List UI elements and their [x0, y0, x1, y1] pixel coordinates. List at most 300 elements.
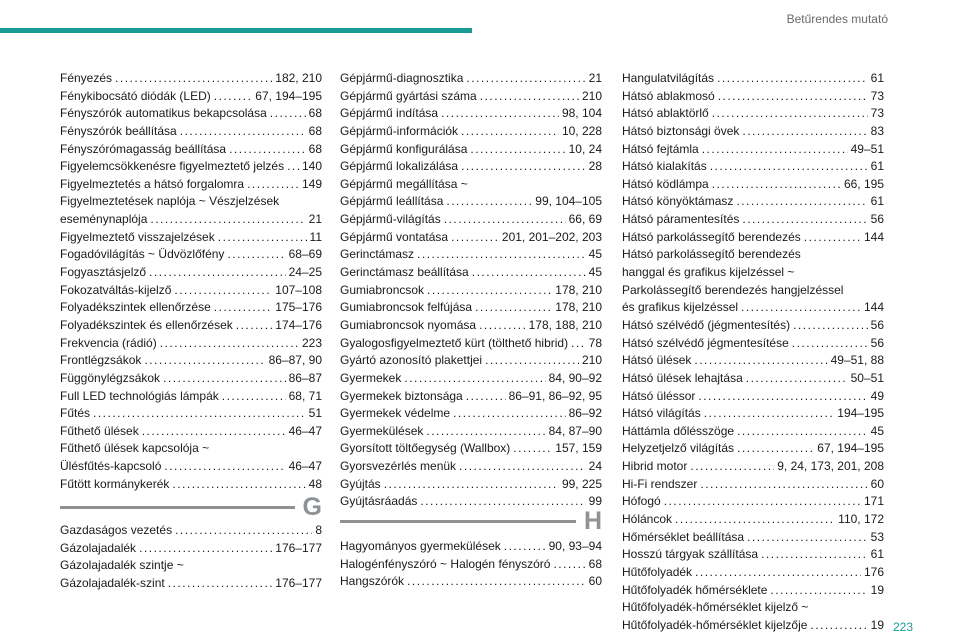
dot-leader	[746, 370, 848, 388]
index-entry	[60, 141, 322, 159]
index-term: Fűthető ülések kapcsolója ~	[60, 441, 210, 456]
index-term: Hőmérséklet beállítása	[622, 529, 745, 544]
index-term: Ülésfűtés-kapcsoló	[60, 459, 162, 474]
dot-leader	[480, 88, 579, 106]
index-term: Gyermekek biztonsága	[340, 388, 463, 403]
index-page-ref: 60	[870, 476, 884, 491]
index-page-ref: 49	[870, 388, 884, 403]
index-page-ref: 182, 210	[275, 71, 322, 85]
index-term: Frekvencia (rádió)	[60, 335, 157, 350]
index-entry	[340, 352, 602, 370]
index-entry	[622, 476, 884, 494]
index-term: Hátsó páramentesítés	[622, 212, 740, 227]
index-term: Gyújtásráadás	[340, 494, 418, 509]
index-entry	[60, 405, 322, 423]
index-page-ref: 10, 228	[561, 123, 602, 138]
index-term: Hűtőfolyadék hőmérséklete	[622, 582, 768, 597]
dot-leader	[441, 105, 559, 123]
index-entry	[340, 141, 602, 159]
index-page-ref: 28	[588, 159, 602, 174]
index-page-ref: 210	[581, 88, 602, 103]
index-entry	[622, 105, 884, 123]
index-entry	[622, 141, 884, 159]
dot-leader	[793, 317, 868, 335]
index-entry	[60, 264, 322, 282]
index-page-ref: 66, 69	[568, 212, 602, 227]
index-column-1	[60, 70, 322, 493]
index-term: Hátsó világítás	[622, 406, 701, 421]
index-page-ref: 99, 225	[561, 476, 602, 491]
dot-leader	[717, 70, 868, 88]
dot-leader	[742, 211, 867, 229]
index-term: Fűtés	[60, 406, 91, 421]
index-page-ref: 46–47	[288, 459, 322, 474]
dot-leader	[770, 582, 867, 600]
dot-leader	[700, 476, 867, 494]
index-page-ref: 110, 172	[838, 512, 884, 527]
index-page-ref: 19	[870, 582, 884, 597]
index-term: Halogénfényszóró ~ Halogén fényszóró	[340, 556, 551, 571]
index-term: Gyermekek	[340, 370, 402, 385]
dot-leader	[675, 511, 835, 529]
dot-leader	[504, 538, 546, 556]
index-term: Gépjármű megállítása ~	[340, 176, 468, 191]
dot-leader	[115, 70, 272, 88]
index-term: Gázolajadalék szintje ~	[60, 558, 184, 573]
index-term: Hátsó ülések	[622, 353, 692, 368]
index-entry	[340, 88, 602, 106]
index-page-ref: 223	[301, 335, 322, 350]
index-entry	[340, 246, 602, 264]
index-entry	[340, 176, 602, 194]
index-term: Hátsó ülések lehajtása	[622, 370, 743, 385]
index-term: Fénykibocsátó diódák (LED)	[60, 88, 211, 103]
dot-leader	[384, 476, 559, 494]
index-term: Gyermekek védelme	[340, 406, 451, 421]
index-entry	[622, 176, 884, 194]
index-term: Fogadóvilágítás ~ Üdvözlőfény	[60, 247, 225, 262]
dot-leader	[404, 370, 545, 388]
index-entry	[60, 557, 322, 575]
index-column-2-h	[340, 538, 602, 591]
dot-leader	[461, 158, 586, 176]
index-term: Fokozatváltás-kijelző	[60, 282, 172, 297]
index-entry	[622, 317, 884, 335]
index-page-ref: 53	[870, 529, 884, 544]
dot-leader	[172, 476, 305, 494]
index-page-ref: 68	[308, 141, 322, 156]
index-page-ref: 68, 71	[288, 388, 322, 403]
index-entry	[622, 264, 884, 282]
index-term: Figyelemcsökkenésre figyelmeztető jelzés	[60, 159, 285, 174]
index-entry	[622, 193, 884, 211]
dot-leader	[695, 564, 861, 582]
index-entry	[60, 575, 322, 593]
index-term: Gázolajadalék-szint	[60, 575, 165, 590]
index-entry	[60, 370, 322, 388]
index-term: Hátsó parkolássegítő berendezés	[622, 229, 801, 244]
dot-leader	[571, 335, 586, 353]
index-entry	[622, 70, 884, 88]
section-heading-h	[340, 506, 602, 536]
index-entry	[622, 458, 884, 476]
dot-leader	[142, 423, 286, 441]
index-page-ref: 144	[863, 229, 884, 244]
index-entry	[60, 299, 322, 317]
index-term: hanggal és grafikus kijelzéssel ~	[622, 265, 795, 280]
dot-leader	[690, 458, 774, 476]
index-page-ref: 8	[315, 523, 322, 537]
index-page-ref: 171	[863, 494, 884, 509]
index-entry	[60, 476, 322, 494]
index-entry	[60, 123, 322, 141]
page-header-title: Betűrendes mutató	[786, 12, 888, 26]
index-term: Hátsó parkolássegítő berendezés	[622, 247, 801, 262]
index-page-ref: 68	[308, 106, 322, 121]
dot-leader	[270, 105, 306, 123]
index-entry	[60, 211, 322, 229]
dot-leader	[737, 440, 814, 458]
index-term: Gyermekülések	[340, 423, 424, 438]
index-term: Fogyasztásjelző	[60, 265, 147, 280]
index-entry	[622, 617, 884, 635]
dot-leader	[513, 440, 552, 458]
index-entry	[622, 229, 884, 247]
dot-leader	[214, 299, 273, 317]
page-number: 223	[892, 620, 913, 634]
index-term: és grafikus kijelzéssel	[622, 300, 739, 315]
dot-leader	[718, 88, 868, 106]
index-page-ref: 45	[588, 265, 602, 280]
index-term: Gázolajadalék	[60, 540, 137, 555]
dot-leader	[247, 176, 299, 194]
index-page-ref: 157, 159	[555, 441, 602, 456]
index-page-ref: 56	[870, 317, 884, 332]
index-page-ref: 10, 24	[568, 141, 602, 156]
dot-leader	[461, 123, 559, 141]
index-page-ref: 175–176	[275, 300, 322, 315]
index-term: Függönylégzsákok	[60, 370, 161, 385]
index-term: Gumiabroncsok	[340, 282, 425, 297]
index-page-ref: 61	[870, 159, 884, 174]
index-term: Gazdaságos vezetés	[60, 523, 173, 537]
dot-leader	[694, 352, 827, 370]
dot-leader	[466, 70, 585, 88]
index-entry	[340, 458, 602, 476]
index-page-ref: 24	[588, 459, 602, 474]
index-page-ref: 50–51	[850, 370, 884, 385]
index-term: Hangszórók	[340, 574, 405, 589]
index-term: Hátsó ködlámpa	[622, 176, 709, 191]
index-page-ref: 210	[581, 353, 602, 368]
index-page-ref: 98, 104	[561, 106, 602, 121]
index-column-1-g	[60, 522, 322, 593]
index-entry	[622, 599, 884, 617]
index-page-ref: 73	[870, 88, 884, 103]
index-entry	[60, 335, 322, 353]
dot-leader	[163, 370, 286, 388]
dot-leader	[742, 123, 867, 141]
index-entry	[622, 352, 884, 370]
index-term: Gépjármű indítása	[340, 106, 439, 121]
index-page-ref: 68	[588, 556, 602, 571]
index-term: Hibrid motor	[622, 459, 688, 474]
index-term: Hagyományos gyermekülések	[340, 539, 501, 553]
index-page-ref: 56	[870, 212, 884, 227]
index-entry	[622, 529, 884, 547]
index-term: Fényszórómagasság beállítása	[60, 141, 227, 156]
dot-leader	[218, 229, 307, 247]
dot-leader	[446, 193, 532, 211]
index-page-ref: 84, 90–92	[548, 370, 602, 385]
dot-leader	[704, 405, 835, 423]
index-term: Hűtőfolyadék	[622, 564, 693, 579]
index-column-2	[340, 70, 602, 511]
index-page-ref: 107–108	[275, 282, 322, 297]
index-page-ref: 176	[863, 564, 884, 579]
index-term: Full LED technológiás lámpák	[60, 388, 219, 403]
index-term: Gépjármű gyártási száma	[340, 88, 477, 103]
section-rule	[60, 506, 295, 509]
dot-leader	[427, 282, 552, 300]
index-page-ref: 11	[309, 229, 322, 244]
section-heading-g	[60, 492, 322, 522]
index-term: eseménynaplója	[60, 212, 148, 227]
index-entry	[622, 158, 884, 176]
index-term: Hátsó biztonsági övek	[622, 123, 740, 138]
index-entry	[60, 229, 322, 247]
index-page-ref: 9, 24, 173, 201, 208	[777, 459, 884, 474]
index-term: Gépjármű-információk	[340, 123, 459, 138]
index-entry	[622, 405, 884, 423]
index-entry	[340, 282, 602, 300]
index-entry	[60, 282, 322, 300]
index-term: Gyorsított töltőegység (Wallbox)	[340, 441, 511, 456]
index-page-ref: 19	[870, 617, 884, 632]
dot-leader	[417, 246, 586, 264]
index-entry	[340, 476, 602, 494]
index-page-ref: 90, 93–94	[548, 539, 602, 553]
dot-leader	[792, 335, 868, 353]
index-term: Fűtött kormánykerék	[60, 476, 170, 491]
index-page-ref: 48	[308, 476, 322, 491]
index-page-ref: 66, 195	[843, 176, 884, 191]
index-page-ref: 67, 194–195	[255, 88, 322, 103]
dot-leader	[736, 193, 867, 211]
dot-leader	[93, 405, 306, 423]
index-entry	[622, 123, 884, 141]
index-term: Gépjármű lokalizálása	[340, 159, 459, 174]
index-page-ref: 49–51	[850, 141, 884, 156]
index-page-ref: 60	[588, 574, 602, 589]
index-page-ref: 49–51, 88	[830, 353, 884, 368]
index-term: Gépjármű-diagnosztika	[340, 71, 464, 85]
index-page-ref: 86–92	[568, 406, 602, 421]
index-page-ref: 99, 104–105	[535, 194, 602, 209]
index-entry	[622, 493, 884, 511]
section-rule	[340, 520, 576, 523]
index-entry	[60, 388, 322, 406]
index-term: Folyadékszintek ellenőrzése	[60, 300, 211, 315]
index-entry	[340, 105, 602, 123]
dot-leader	[287, 158, 299, 176]
index-page-ref: 61	[870, 547, 884, 562]
index-entry	[622, 88, 884, 106]
dot-leader	[710, 158, 868, 176]
dot-leader	[459, 458, 586, 476]
index-page-ref: 56	[870, 335, 884, 350]
index-term: Hátsó ablakmosó	[622, 88, 715, 103]
index-term: Parkolássegítő berendezés hangjelzéssel	[622, 282, 844, 297]
index-entry	[340, 317, 602, 335]
index-page-ref: 46–47	[288, 423, 322, 438]
index-page-ref: 176–177	[275, 575, 322, 590]
index-page-ref: 21	[588, 71, 602, 85]
index-entry	[622, 582, 884, 600]
dot-leader	[227, 246, 285, 264]
index-entry	[622, 370, 884, 388]
index-entry	[60, 540, 322, 558]
index-entry	[622, 564, 884, 582]
index-entry	[622, 511, 884, 529]
section-letter: H	[583, 506, 602, 535]
index-page-ref: 86–91, 86–92, 95	[508, 388, 602, 403]
index-entry	[340, 229, 602, 247]
dot-leader	[168, 575, 273, 593]
index-term: Gépjármű vontatása	[340, 229, 449, 244]
dot-leader	[702, 141, 848, 159]
dot-leader	[453, 405, 566, 423]
dot-leader	[737, 423, 868, 441]
index-term: Gyorsvezérlés menük	[340, 459, 457, 474]
index-term: Figyelmeztetések naplója ~ Vészjelzések	[60, 194, 280, 209]
index-term: Hátsó ablaktörlő	[622, 106, 709, 121]
index-page-ref: 140	[301, 159, 322, 174]
index-entry	[622, 211, 884, 229]
index-entry	[622, 335, 884, 353]
dot-leader	[470, 141, 565, 159]
dot-leader	[451, 229, 499, 247]
index-page-ref: 144	[863, 300, 884, 315]
index-term: Fényszórók beállítása	[60, 123, 177, 138]
index-page-ref: 178, 210	[555, 282, 602, 297]
index-term: Hátsó szélvédő jégmentesítése	[622, 335, 789, 350]
index-entry	[340, 556, 602, 574]
dot-leader	[150, 211, 305, 229]
dot-leader	[712, 105, 868, 123]
index-term: Helyzetjelző világítás	[622, 441, 735, 456]
dot-leader	[712, 176, 841, 194]
dot-leader	[174, 282, 272, 300]
index-entry	[60, 440, 322, 458]
index-term: Gerinctámasz	[340, 247, 415, 262]
index-page-ref: 45	[588, 247, 602, 262]
index-term: Gerinctámasz beállítása	[340, 265, 469, 280]
dot-leader	[741, 299, 861, 317]
dot-leader	[761, 546, 868, 564]
index-term: Figyelmeztetés a hátsó forgalomra	[60, 176, 245, 191]
index-entry	[340, 335, 602, 353]
index-entry	[60, 522, 322, 540]
index-entry	[622, 388, 884, 406]
index-page-ref: 61	[870, 194, 884, 209]
index-entry	[340, 405, 602, 423]
index-entry	[60, 246, 322, 264]
index-entry	[340, 70, 602, 88]
index-entry	[622, 246, 884, 264]
index-term: Hi-Fi rendszer	[622, 476, 698, 491]
dot-leader	[229, 141, 306, 159]
index-page-ref: 178, 210	[555, 300, 602, 315]
index-entry	[340, 158, 602, 176]
accent-bar	[0, 28, 472, 33]
dot-leader	[164, 458, 285, 476]
index-entry	[60, 423, 322, 441]
dot-leader	[175, 522, 312, 540]
dot-leader	[485, 352, 579, 370]
index-entry	[622, 423, 884, 441]
index-page-ref: 86–87	[288, 370, 322, 385]
index-entry	[60, 317, 322, 335]
dot-leader	[466, 388, 506, 406]
index-entry	[340, 211, 602, 229]
index-page-ref: 99	[588, 494, 602, 509]
index-term: Folyadékszintek és ellenőrzések	[60, 317, 233, 332]
index-entry	[622, 299, 884, 317]
section-letter: G	[302, 492, 322, 521]
index-page-ref: 178, 188, 210	[528, 317, 602, 332]
index-term: Hűtőfolyadék-hőmérséklet kijelzője	[622, 617, 808, 632]
dot-leader	[160, 335, 299, 353]
dot-leader	[144, 352, 265, 370]
dot-leader	[747, 529, 868, 547]
index-entry	[622, 440, 884, 458]
index-term: Hátsó könyöktámasz	[622, 194, 734, 209]
index-term: Gyújtás	[340, 476, 381, 491]
index-term: Hátsó szélvédő (jégmentesítés)	[622, 317, 791, 332]
dot-leader	[810, 617, 867, 635]
dot-leader	[426, 423, 545, 441]
index-page-ref: 84, 87–90	[548, 423, 602, 438]
index-term: Gépjármű leállítása	[340, 194, 444, 209]
index-entry	[60, 176, 322, 194]
index-entry	[60, 88, 322, 106]
index-entry	[622, 282, 884, 300]
index-entry	[340, 423, 602, 441]
index-entry	[340, 264, 602, 282]
index-page-ref: 78	[588, 335, 602, 350]
index-page-ref: 45	[870, 423, 884, 438]
index-page-ref: 86–87, 90	[268, 353, 322, 368]
index-page-ref: 73	[870, 106, 884, 121]
index-entry	[60, 352, 322, 370]
index-entry	[60, 158, 322, 176]
index-page-ref: 21	[308, 212, 322, 227]
index-term: Hóláncok	[622, 512, 673, 527]
index-entry	[340, 370, 602, 388]
index-term: Gyártó azonosító plakettjei	[340, 353, 483, 368]
index-entry	[60, 70, 322, 88]
index-page-ref: 176–177	[275, 540, 322, 555]
index-entry	[340, 388, 602, 406]
index-term: Gumiabroncsok felfújása	[340, 300, 473, 315]
dot-leader	[139, 540, 272, 558]
index-term: Hófogó	[622, 494, 661, 509]
index-page-ref: 194–195	[837, 406, 884, 421]
dot-leader	[475, 299, 552, 317]
index-term: Hűtőfolyadék-hőmérséklet kijelző ~	[622, 600, 809, 615]
index-term: Fűthető ülések	[60, 423, 139, 438]
